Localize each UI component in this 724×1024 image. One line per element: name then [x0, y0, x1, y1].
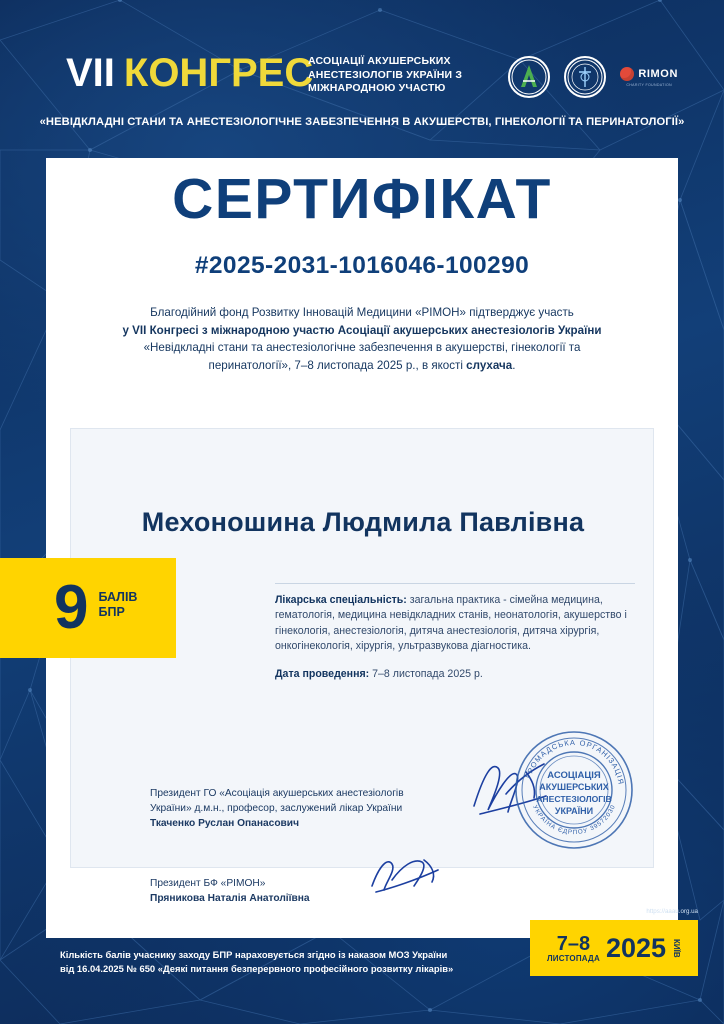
- header: [0, 0, 724, 144]
- congress-theme-quote: «НЕВІДКЛАДНІ СТАНИ ТА АНЕСТЕЗІОЛОГІЧНЕ ЗАБЕЗПЕЧЕННЯ В АКУШЕРСТВІ, ГІНЕКОЛОГІЇ ТА ПЕРИНАТОЛОГІЇ»: [39, 116, 685, 128]
- signature-1-name: Ткаченко Руслан Опанасович: [150, 818, 299, 829]
- svg-text:УКРАЇНА ЄДРПОУ 39572030: УКРАЇНА ЄДРПОУ 39572030: [531, 803, 618, 837]
- score-value: 9: [54, 573, 89, 642]
- event-date-label: Дата проведення:: [275, 667, 370, 680]
- event-website-url[interactable]: https://aaau.org.ua: [646, 908, 698, 915]
- intro-paragraph: [90, 304, 634, 374]
- event-date-value: 7–8 листопада 2025 р.: [369, 667, 483, 680]
- specialty-text: [275, 593, 635, 655]
- svg-text:УКРАЇНИ: УКРАЇНИ: [554, 806, 594, 816]
- page-title: СЕРТИФІКАТ: [172, 167, 552, 231]
- rimon-logo: [620, 67, 678, 87]
- footer-note: [60, 948, 530, 975]
- handwritten-signature-icon-2: [366, 852, 446, 900]
- header-logos: [508, 56, 678, 98]
- rimon-logo-subtext: CHARITY FOUNDATION: [626, 83, 672, 87]
- congress-roman-number: VII: [66, 51, 115, 95]
- intro-line-3: «Невідкладні стани та анестезіологічне забезпечення в акушерстві, гінекології та: [143, 341, 581, 354]
- score-label-line1: БАЛІВ: [98, 590, 138, 604]
- event-city: КИЇВ: [672, 938, 682, 958]
- footer-note-line-2: від 16.04.2025 № 650 «Деякі питання безперервного професійного розвитку лікарів»: [60, 962, 454, 974]
- certificate-sheet: [46, 158, 678, 938]
- signature-2-name: Пряникова Наталія Анатоліївна: [150, 893, 310, 904]
- signature-1-line-1: Президент ГО «Асоціація акушерських анестезіологів: [150, 788, 404, 799]
- score-badge: [0, 558, 176, 658]
- congress-word: КОНГРЕС: [123, 51, 314, 95]
- signature-block-president-association: [150, 786, 480, 831]
- participation-role: слухача: [466, 358, 513, 372]
- intro-line-2: у VII Конгресі з міжнародною участю Асоціації акушерських анестезіологів України: [122, 323, 602, 337]
- svg-text:ГРОМАДСЬКА ОРГАНІЗАЦІЯ: ГРОМАДСЬКА ОРГАНІЗАЦІЯ: [523, 737, 626, 786]
- specialty-label: Лікарська спеціальність:: [275, 594, 407, 606]
- rimon-logo-text: RIMON: [638, 68, 678, 80]
- event-days: 7–8: [556, 932, 591, 955]
- aaau-logo-icon: [508, 56, 550, 98]
- footer-note-line-1: Кількість балів учаснику заходу БПР нараховується згідно із наказом МОЗ України: [60, 949, 448, 960]
- specialty-block: [275, 583, 635, 680]
- svg-text:АНЕСТЕЗІОЛОГІВ: АНЕСТЕЗІОЛОГІВ: [536, 794, 612, 804]
- event-date-badge-left: [547, 934, 600, 963]
- event-year: 2025: [605, 933, 667, 963]
- score-label-line2: БПР: [98, 605, 125, 619]
- svg-text:АСОЦІАЦІЯ: АСОЦІАЦІЯ: [547, 770, 601, 781]
- intro-line-1: Благодійний фонд Розвитку Інновацій Медицини «РІМОН» підтверджує участь: [150, 306, 574, 319]
- specialty-value: загальна практика - сімейна медицина, гематологія, медицина невідкладних станів, неонатологія, акушерство і гінекологія, анестезіологія, дитяча анестезіологія, дитяча хірургія, онкогінекологія, хірургія, ультразвукова діагностика.: [275, 594, 627, 653]
- divider: [275, 583, 635, 584]
- intro-line-4-end: .: [512, 358, 516, 372]
- rimon-mark-icon: [620, 67, 634, 81]
- official-stamp: [512, 728, 636, 852]
- svg-text:АКУШЕРСЬКИХ: АКУШЕРСЬКИХ: [539, 782, 609, 792]
- congress-subtitle: АСОЦІАЦІЇ АКУШЕРСЬКИХ АНЕСТЕЗІОЛОГІВ УКРАЇНИ З МІЖНАРОДНОЮ УЧАСТЮ: [308, 55, 463, 94]
- signature-1-line-2: України» д.м.н., професор, заслужений лікар України: [150, 803, 403, 814]
- event-date-row: [275, 668, 635, 680]
- anesthesiology-society-logo-icon: [564, 56, 606, 98]
- score-label: [98, 590, 137, 620]
- certificate-number: #2025-2031-1016046-100290: [194, 252, 530, 279]
- signature-2-line-1: Президент БФ «РІМОН»: [150, 878, 266, 889]
- participant-name: Мехоношина Людмила Павлівна: [141, 507, 585, 537]
- event-month: ЛИСТОПАДА: [546, 953, 600, 963]
- congress-title: [66, 52, 313, 94]
- event-date-badge: [530, 920, 698, 976]
- intro-line-4: перинатології», 7–8 листопада 2025 р., в якості: [208, 358, 467, 372]
